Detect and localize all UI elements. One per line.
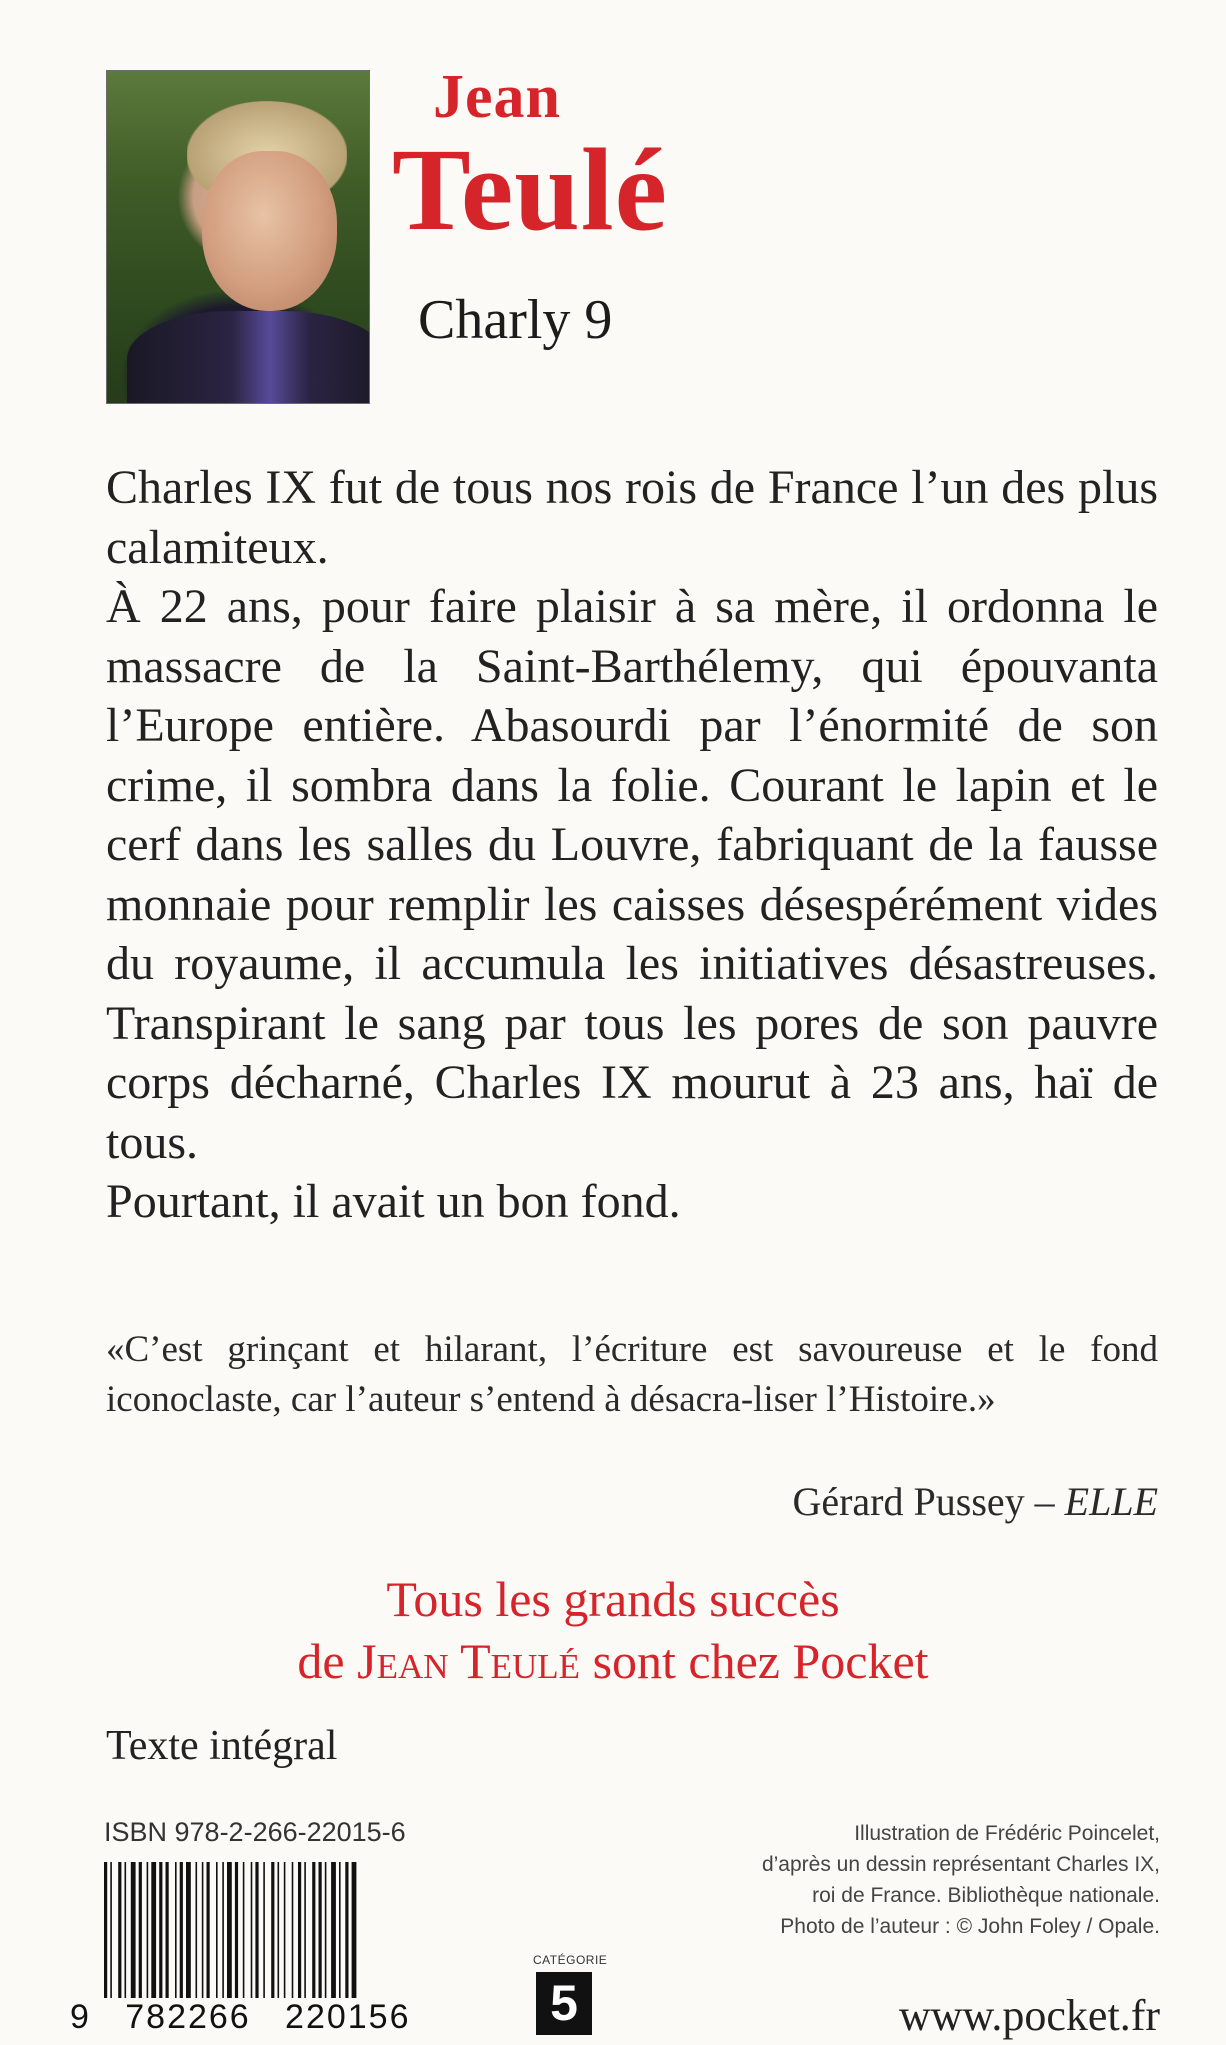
credits-line: Illustration de Frédéric Poincelet,: [854, 1822, 1160, 1845]
barcode-bar: [216, 1862, 218, 1998]
barcode-bar: [131, 1862, 136, 1998]
barcode-bar: [352, 1862, 357, 1998]
barcode-bar: [196, 1862, 198, 1998]
barcode-bar: [255, 1862, 258, 1998]
barcode-bar: [339, 1862, 341, 1998]
barcode-bar: [139, 1862, 142, 1998]
review-quote: «C’est grinçant et hilarant, l’écriture est savoureuse et le fond iconoclaste, car l’auteur s’entend à désacra-liser l’Histoire.»: [106, 1329, 1158, 1420]
barcode-bar: [331, 1862, 336, 1998]
blurb-paragraph: À 22 ans, pour faire plaisir à sa mère, il ordonna le massacre de la Saint-Barthélemy, qui épouvanta l’Europe entière. Abasourdi par l’énormité de son crime, il sombra dans la folie. Courant le lapin et le cerf dans les salles du Louvre, fabriquant de la fausse monnaie pour remplir les caisses désespérément vides du royaume, il accumula les initiatives désastreuses. Transpirant le sang par tous les pores de son pauvre corps décharné, Charles IX mourut à 23 ans, haï de tous.: [106, 580, 1158, 1169]
barcode-bar: [118, 1862, 121, 1998]
barcode-bar: [278, 1862, 280, 1998]
barcode-bar: [319, 1862, 322, 1998]
barcode-bar: [243, 1862, 245, 1998]
barcode-bar: [284, 1862, 286, 1998]
quote-publication: ELLE: [1064, 1479, 1158, 1524]
blurb-text: [106, 458, 1158, 1232]
barcode-bar: [110, 1862, 112, 1998]
promo-line-1: Tous les grands succès: [386, 1571, 840, 1627]
isbn-label: ISBN 978-2-266-22015-6: [104, 1817, 406, 1847]
barcode-bar: [207, 1862, 210, 1998]
barcode-bar: [125, 1862, 127, 1998]
barcode-digits: 9 782266 220156: [70, 1998, 411, 2036]
author-photo: [106, 70, 370, 404]
barcode-bar: [186, 1862, 191, 1998]
edition-label: Texte intégral: [106, 1723, 338, 1769]
barcode-bar: [159, 1862, 162, 1998]
barcode-bar: [222, 1862, 224, 1998]
barcode-bar: [180, 1862, 183, 1998]
quote-attribution: [792, 1478, 1158, 1525]
credits-line: d’après un dessin représentant Charles IX,: [761, 1853, 1160, 1876]
category-label: CATÉGORIE: [533, 1953, 608, 1967]
barcode-bar: [271, 1862, 274, 1998]
barcode-bar: [263, 1862, 265, 1998]
credits-text: [700, 1818, 1160, 1942]
barcode-bar: [304, 1862, 306, 1998]
author-first-name: Jean: [433, 63, 561, 131]
barcode-bar: [325, 1862, 327, 1998]
barcode-bar: [345, 1862, 348, 1998]
website-link[interactable]: www.pocket.fr: [898, 1991, 1160, 2040]
blurb-paragraph: Pourtant, il avait un bon fond.: [106, 1175, 681, 1228]
barcode-bar: [292, 1862, 294, 1998]
author-last-name: Teulé: [392, 124, 669, 255]
category-badge: 5: [536, 1972, 592, 2035]
barcode-bar: [235, 1862, 238, 1998]
book-title: Charly 9: [418, 289, 613, 351]
barcode: [104, 1862, 442, 1998]
credits-line: Photo de l’auteur : © John Foley / Opale.: [780, 1915, 1160, 1938]
barcode-bar: [251, 1862, 253, 1998]
barcode-bar: [227, 1862, 232, 1998]
barcode-bar: [147, 1862, 149, 1998]
barcode-bar: [312, 1862, 315, 1998]
quote-author: Gérard Pussey –: [792, 1479, 1065, 1524]
barcode-bar: [151, 1862, 156, 1998]
barcode-bar: [202, 1862, 204, 1998]
barcode-bar: [104, 1862, 107, 1998]
credits-line: roi de France. Bibliothèque nationale.: [812, 1884, 1160, 1907]
promo-text: [0, 1568, 1226, 1692]
blurb-paragraph: Charles IX fut de tous nos rois de France l’un des plus calamiteux.: [106, 461, 1158, 574]
promo-author-name: Jean Teulé: [357, 1633, 581, 1689]
barcode-bar: [298, 1862, 301, 1998]
barcode-bar: [166, 1862, 169, 1998]
barcode-bar: [175, 1862, 177, 1998]
promo-line-2: de Jean Teulé sont chez Pocket: [297, 1633, 929, 1689]
